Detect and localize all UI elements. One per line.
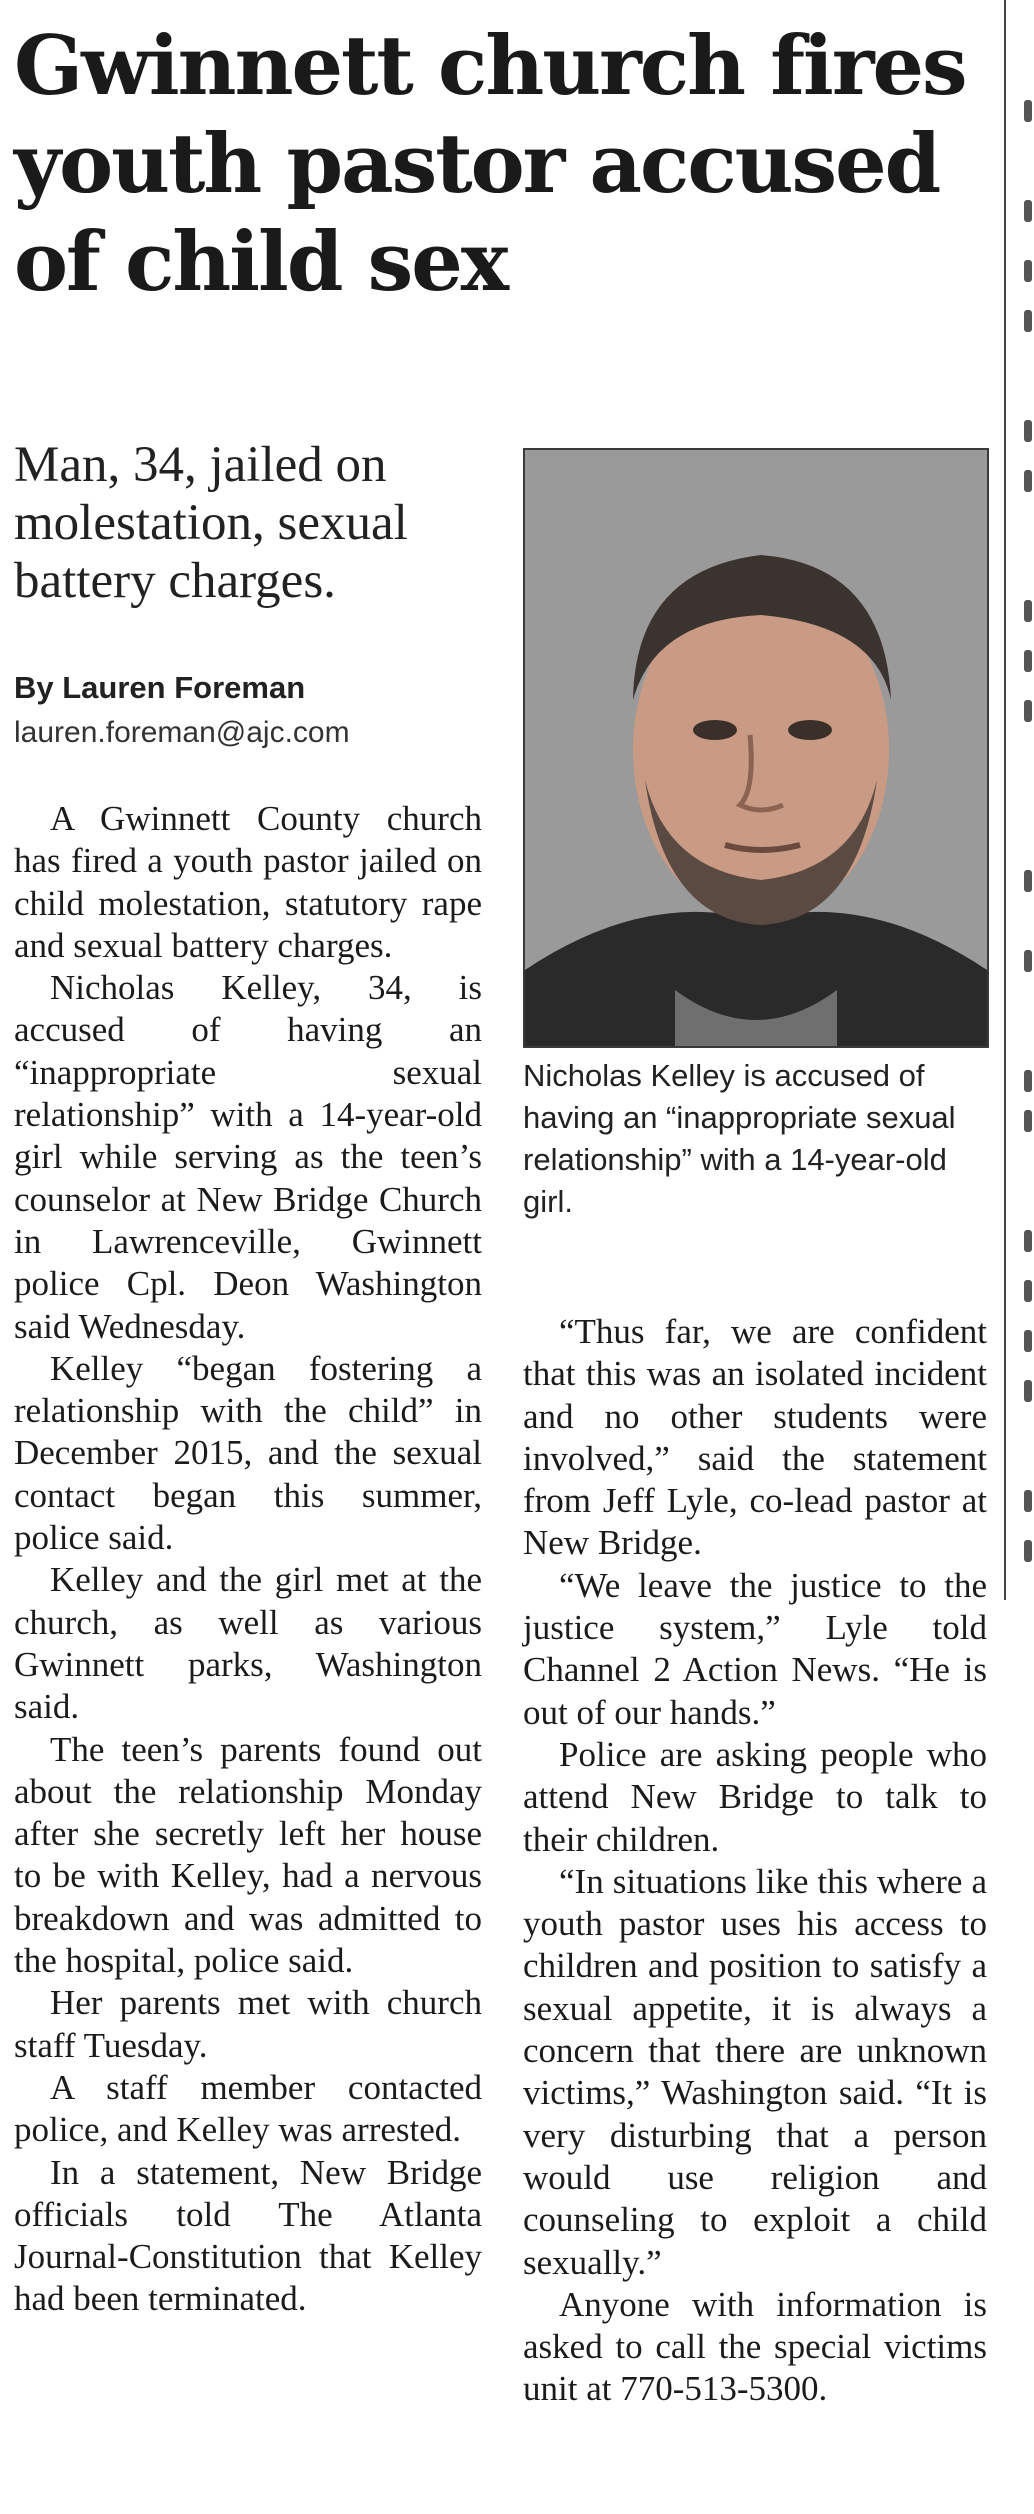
mugshot-illustration — [525, 450, 987, 1046]
paragraph: Kelley and the girl met at the church, as well as various Gwinnett parks, Washington said. — [14, 1560, 482, 1727]
article-column-left — [14, 798, 482, 2321]
paragraph: A staff member contacted police, and Kelley was arrested. — [14, 2067, 482, 2150]
paragraph: The teen’s parents found out about the relationship Monday after she secretly left her house to be with Kelley, had a nervous breakdown and was admitted to the hospital, police said. — [14, 1729, 482, 1981]
photo-caption: Nicholas Kelley is accused of having an “inappropriate sexual relationship” with a 14-year-old girl. — [523, 1058, 956, 1219]
mugshot-photo — [523, 448, 989, 1048]
article-column-right — [523, 1311, 987, 2411]
paragraph: Kelley “began fostering a relationship with the child” in December 2015, and the sexual contact began this summer, police said. — [14, 1348, 482, 1558]
paragraph: “We leave the justice to the justice system,” Lyle told Channel 2 Action News. “He is out of our hands.” — [523, 1565, 987, 1732]
paragraph: Her parents met with church staff Tuesday. — [14, 1983, 482, 2065]
paragraph: Nicholas Kelley, 34, is accused of having an “inappropriate sexual relationship” with a 14-year-old girl while serving as the teen’s counselor at New Bridge Church in Lawrenceville, Gwinnett police Cpl. Deon Washington said Wednesday. — [14, 968, 482, 1346]
paragraph: Anyone with information is asked to call the special victims unit at 770-513-5300. — [523, 2284, 987, 2409]
byline-email: lauren.foreman@ajc.com — [14, 716, 350, 749]
paragraph: “In situations like this where a youth pastor uses his access to children and position to satisfy a sexual appetite, it is always a concern that there are unknown victims,” Washington said. “It is very disturbing that a person would use religion and counseling to exploit a child sexually.” — [523, 1861, 987, 2282]
headline: Gwinnett church fires youth pastor accused of child sex — [14, 19, 966, 310]
paragraph: In a statement, New Bridge officials told The Atlanta Journal-Constitution that Kelley had been terminated. — [14, 2152, 482, 2319]
byline-author: By Lauren Foreman — [14, 670, 306, 705]
adjacent-column-fragment — [1020, 0, 1034, 1620]
column-divider — [1004, 0, 1006, 1600]
paragraph: A Gwinnett County church has fired a youth pastor jailed on child molestation, statutory rape and sexual battery charges. — [14, 799, 482, 965]
paragraph: Police are asking people who attend New Bridge to talk to their children. — [523, 1734, 987, 1859]
paragraph: “Thus far, we are confident that this was an isolated incident and no other students were involved,” said the statement from Jeff Lyle, co-lead pastor at New Bridge. — [523, 1312, 987, 1563]
deck-subheadline: Man, 34, jailed on molestation, sexual battery charges. — [14, 437, 408, 609]
